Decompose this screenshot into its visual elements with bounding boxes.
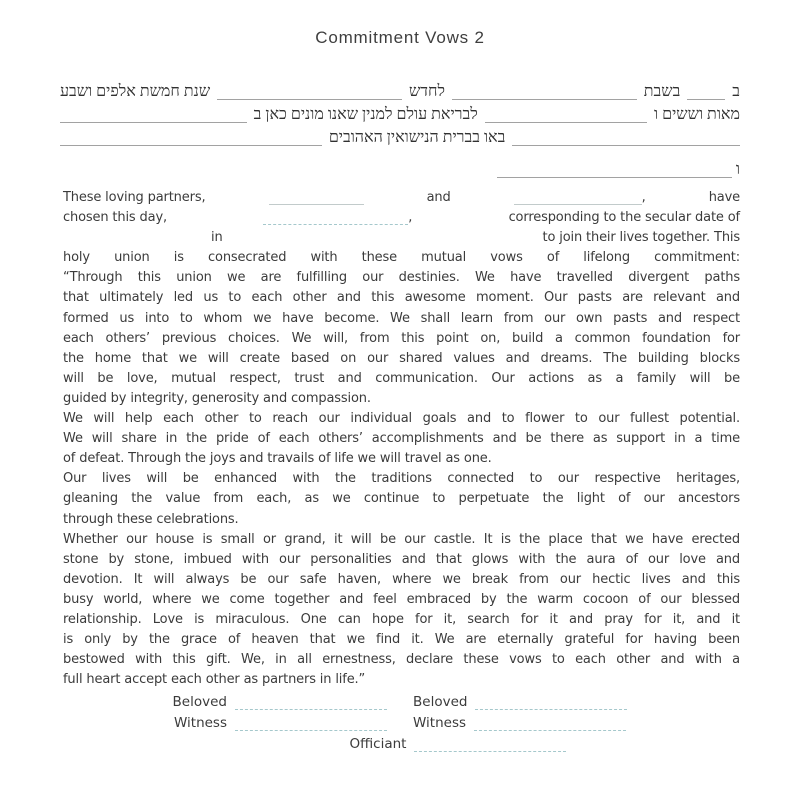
body-line: of defeat. Through the joys and travails of life we will travel as one. bbox=[63, 451, 492, 467]
fill-in-blank-place bbox=[60, 109, 247, 123]
hebrew-word-covenant: באו בברית הנישואין האהובים bbox=[328, 129, 506, 146]
fill-in-blank-partner-name-2 bbox=[514, 194, 642, 205]
fill-in-blank-name-2 bbox=[60, 132, 322, 146]
hebrew-word-beshabbat: בשבת bbox=[643, 83, 681, 100]
text-corresponding: corresponding to the secular date of bbox=[508, 210, 740, 226]
fill-in-blank-partner-name-1 bbox=[269, 194, 364, 205]
signature-line-beloved-2 bbox=[475, 699, 627, 710]
hebrew-word-vav: ו bbox=[735, 161, 740, 178]
body-line-secular-date bbox=[63, 228, 740, 248]
body-line: stone by stone, imbued with our personalities and that glows with the aura of our love and bbox=[63, 551, 740, 567]
signature-label-witness-2: Witness bbox=[413, 715, 467, 732]
fill-in-blank-hebrew-date bbox=[263, 214, 408, 225]
signature-label-officiant: Officiant bbox=[349, 736, 407, 753]
body-line: Our lives will be enhanced with the traditions connected to our respective heritages, bbox=[63, 471, 740, 487]
body-line: formed us into to whom we have become. We shall learn from our own pasts and respect bbox=[63, 310, 740, 326]
hebrew-date-line-2 bbox=[60, 103, 740, 126]
body-line: guided by integrity, generosity and compassion. bbox=[63, 390, 371, 406]
signature-pair bbox=[173, 692, 387, 713]
body-line: each others’ previous choices. We will, from this point on, build a common foundation for bbox=[63, 330, 740, 346]
text-comma: , bbox=[641, 190, 646, 205]
fill-in-blank-year bbox=[485, 109, 647, 123]
body-line: that ultimately led us to each other and this awesome moment. Our pasts are relevant and bbox=[63, 290, 740, 306]
fill-in-blank-date bbox=[452, 86, 637, 100]
signature-pair bbox=[350, 734, 567, 755]
text-chosen-day: chosen this day, bbox=[63, 210, 167, 226]
signature-label-beloved-2: Beloved bbox=[413, 694, 468, 711]
hebrew-word-creation: לבריאת עולם למנין שאנו מונים כאן ב bbox=[253, 106, 478, 123]
signature-pair bbox=[413, 692, 627, 713]
body-line: We will help each other to reach our individual goals and to flower to our fullest potential. bbox=[63, 411, 740, 427]
body-line: busy world, where we come together and feel embraced by the warm cocoon of our blessed bbox=[63, 591, 740, 607]
signature-label-witness-1: Witness bbox=[173, 715, 227, 732]
text-comma: , bbox=[408, 210, 413, 226]
hebrew-and-line bbox=[497, 158, 740, 181]
vows-text-block bbox=[63, 188, 740, 690]
hebrew-date-block bbox=[60, 80, 740, 181]
body-line: relationship. Love is miraculous. One can hope for it, search for it and pray for it, and it bbox=[63, 611, 740, 627]
hebrew-word-month-prefix: לחדש bbox=[408, 83, 445, 100]
hebrew-word-hundreds: מאות וששים ו bbox=[654, 106, 740, 123]
body-line: full heart accept each other as partners in life.” bbox=[63, 672, 366, 688]
signature-line-witness-1 bbox=[235, 720, 387, 731]
body-line: We will share in the pride of each others’ accomplishments and be there as support in a time bbox=[63, 431, 740, 447]
fill-in-blank-day bbox=[687, 86, 725, 100]
hebrew-date-line-1 bbox=[60, 80, 740, 103]
hebrew-covenant-line bbox=[60, 126, 740, 149]
body-line: devotion. It will always be our safe haven, where we break from our hectic lives and this bbox=[63, 571, 740, 587]
signature-label-beloved-1: Beloved bbox=[172, 694, 227, 711]
signature-block bbox=[0, 692, 800, 755]
body-line: bestowed with this gift. We, in all ernestness, declare these vows to each other and with a bbox=[63, 652, 740, 668]
signature-pair bbox=[413, 713, 626, 734]
body-line: the home that we will create based on our shared values and dreams. The building blocks bbox=[63, 350, 740, 366]
body-line-partners bbox=[63, 188, 740, 208]
body-line: will be love, mutual respect, trust and communication. Our actions as a family will be bbox=[63, 370, 740, 386]
text-in: in bbox=[211, 230, 223, 246]
body-line-chosen-day bbox=[63, 208, 740, 228]
blank-with-comma bbox=[263, 208, 412, 228]
signature-line-officiant bbox=[414, 741, 566, 752]
fill-in-blank-name-1 bbox=[512, 132, 740, 146]
signature-line-beloved-1 bbox=[235, 699, 387, 710]
body-lines-container bbox=[63, 248, 740, 690]
signature-row-officiant bbox=[58, 734, 800, 755]
signature-pair bbox=[174, 713, 387, 734]
text-join-lives: to join their lives together. This bbox=[542, 230, 740, 246]
body-line: is only by the grace of heaven that we find it. We are eternally grateful for having been bbox=[63, 632, 740, 648]
text-partners-intro: These loving partners, bbox=[63, 190, 206, 205]
page-title: Commitment Vows 2 bbox=[315, 28, 485, 47]
fill-in-blank-name-3 bbox=[497, 164, 732, 178]
text-have: have bbox=[708, 190, 740, 205]
body-line: “Through this union we are fulfilling our destinies. We have travelled divergent paths bbox=[63, 270, 740, 286]
blank-with-comma bbox=[514, 188, 646, 208]
body-line: gleaning the value from each, as we continue to perpetuate the light of our ancestors bbox=[63, 491, 740, 507]
hebrew-word-year: שנת חמשת אלפים ושבע bbox=[59, 83, 211, 100]
signature-row-witness bbox=[0, 713, 800, 734]
hebrew-word-day-prefix: ב bbox=[732, 83, 740, 100]
text-and: and bbox=[426, 190, 451, 205]
body-line: through these celebrations. bbox=[63, 511, 239, 527]
body-line: holy union is consecrated with these mutual vows of lifelong commitment: bbox=[63, 250, 740, 266]
body-line: Whether our house is small or grand, it will be our castle. It is the place that we have erected bbox=[63, 531, 740, 547]
fill-in-blank-month bbox=[217, 86, 402, 100]
signature-row-beloved bbox=[0, 692, 800, 713]
signature-line-witness-2 bbox=[474, 720, 626, 731]
